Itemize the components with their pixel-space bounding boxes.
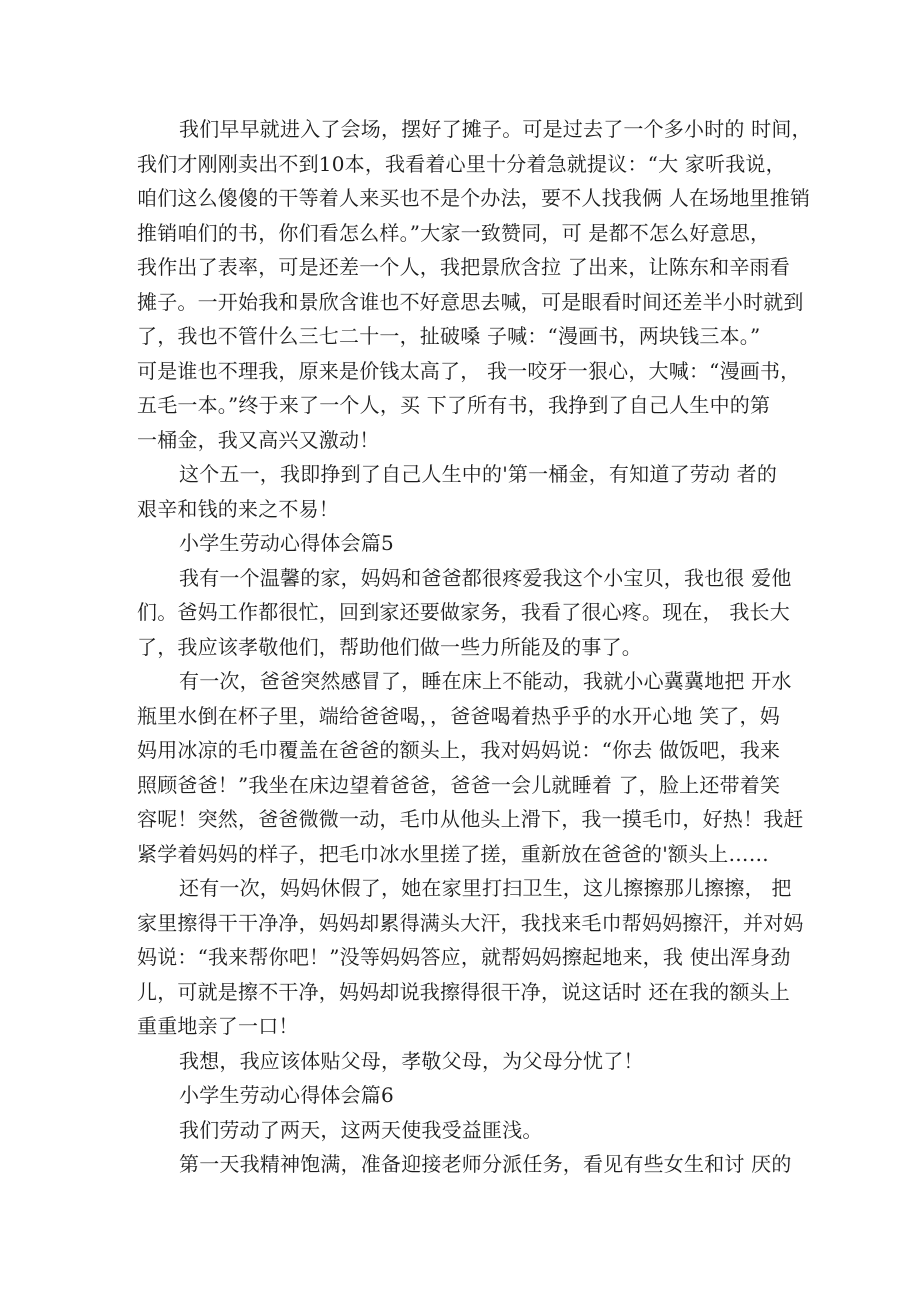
text-line: 还有一次，妈妈休假了，她在家里打扫卫生，这儿擦擦那儿擦擦， 把	[179, 876, 792, 900]
text-line: 我们早早就进入了会场，摆好了摊子。可是过去了一个多小时的 时间，	[179, 117, 812, 141]
text-line: 紧学着妈妈的样子，把毛巾冰水里搓了搓，重新放在爸爸的'额头上……	[137, 841, 769, 866]
text-line: 第一天我精神饱满，准备迎接老师分派任务，看见有些女生和讨 厌的	[179, 1152, 792, 1176]
text-line: 我有一个温馨的家，妈妈和爸爸都很疼爱我这个小宝贝，我也很 爱他	[179, 565, 792, 590]
text-line: 重重地亲了一口！	[137, 1014, 299, 1038]
text-line: 我想，我应该体贴父母，孝敬父母，为父母分忧了！	[179, 1048, 644, 1073]
text-line: 瓶里水倒在杯子里，端给爸爸喝，，爸爸喝着热乎乎的水开心地 笑了，妈	[137, 703, 780, 728]
text-line: 可是谁也不理我，原来是价钱太高了， 我一咬牙一狠心，大喊：“漫画书，	[137, 358, 801, 383]
text-line: 摊子。一开始我和景欣含谁也不好意思去喊，可是眼看时间还差半小时就到	[137, 289, 804, 314]
text-line: 咱们这么傻傻的干等着人来买也不是个办法，要不人找我俩 人在场地里推销	[137, 186, 811, 210]
text-line: 了，我应该孝敬他们，帮助他们做一些力所能及的事了。	[137, 634, 642, 659]
text-line: 艰辛和钱的来之不易！	[137, 496, 339, 521]
text-line: 这个五一，我即挣到了自己人生中的'第一桶金，有知道了劳动 者的	[179, 462, 778, 486]
text-line: 家里擦得干干净净，妈妈却累得满头大汗，我找来毛巾帮妈妈擦汗，并对妈	[137, 910, 804, 935]
text-line: 推销咱们的书，你们看怎么样。”大家一致赞同，可 是都不怎么好意思，	[137, 220, 771, 245]
text-line: 儿，可就是擦不干净，妈妈却说我擦得很干净，说这话时 还在我的额头上	[137, 979, 790, 1004]
text-line: 容呢！突然，爸爸微微一动，毛巾从他头上滑下，我一摸毛巾，好热！我赶	[137, 807, 804, 831]
text-line: 妈说：“我来帮你吧！”没等妈妈答应，就帮妈妈擦起地来，我 使出浑身劲	[137, 945, 791, 969]
text-line: 五毛一本。”终于来了一个人，买 下了所有书，我挣到了自己人生中的第	[137, 393, 771, 417]
text-line: 了，我也不管什么三七二十一，扯破嗓 子喊：“漫画书，两块钱三本。”	[137, 324, 761, 348]
text-line: 我作出了表率，可是还差一个人，我把景欣含拉 了出来，让陈东和辛雨看	[137, 255, 790, 279]
text-line: 照顾爸爸！”我坐在床边望着爸爸，爸爸一会儿就睡着 了，脸上还带着笑	[137, 772, 781, 797]
text-line: 一桶金，我又高兴又激动！	[137, 427, 380, 452]
text-line: 有一次，爸爸突然感冒了，睡在床上不能动，我就小心冀冀地把 开水	[179, 669, 792, 693]
text-line: 我们才刚刚卖出不到10本，我看着心里十分着急就提议：“大 家听我说，	[137, 151, 786, 176]
text-line: 小学生劳动心得体会篇6	[179, 1083, 394, 1107]
text-line: 我们劳动了两天，这两天使我受益匪浅。	[179, 1117, 543, 1142]
text-line: 妈用冰凉的毛巾覆盖在爸爸的额头上，我对妈妈说：“你去 做饭吧，我来	[137, 738, 781, 762]
text-line: 小学生劳动心得体会篇5	[179, 531, 394, 555]
document-body	[137, 112, 812, 1182]
text-line: 们。爸妈工作都很忙，回到家还要做家务，我看了很心疼。现在， 我长大	[137, 600, 790, 624]
